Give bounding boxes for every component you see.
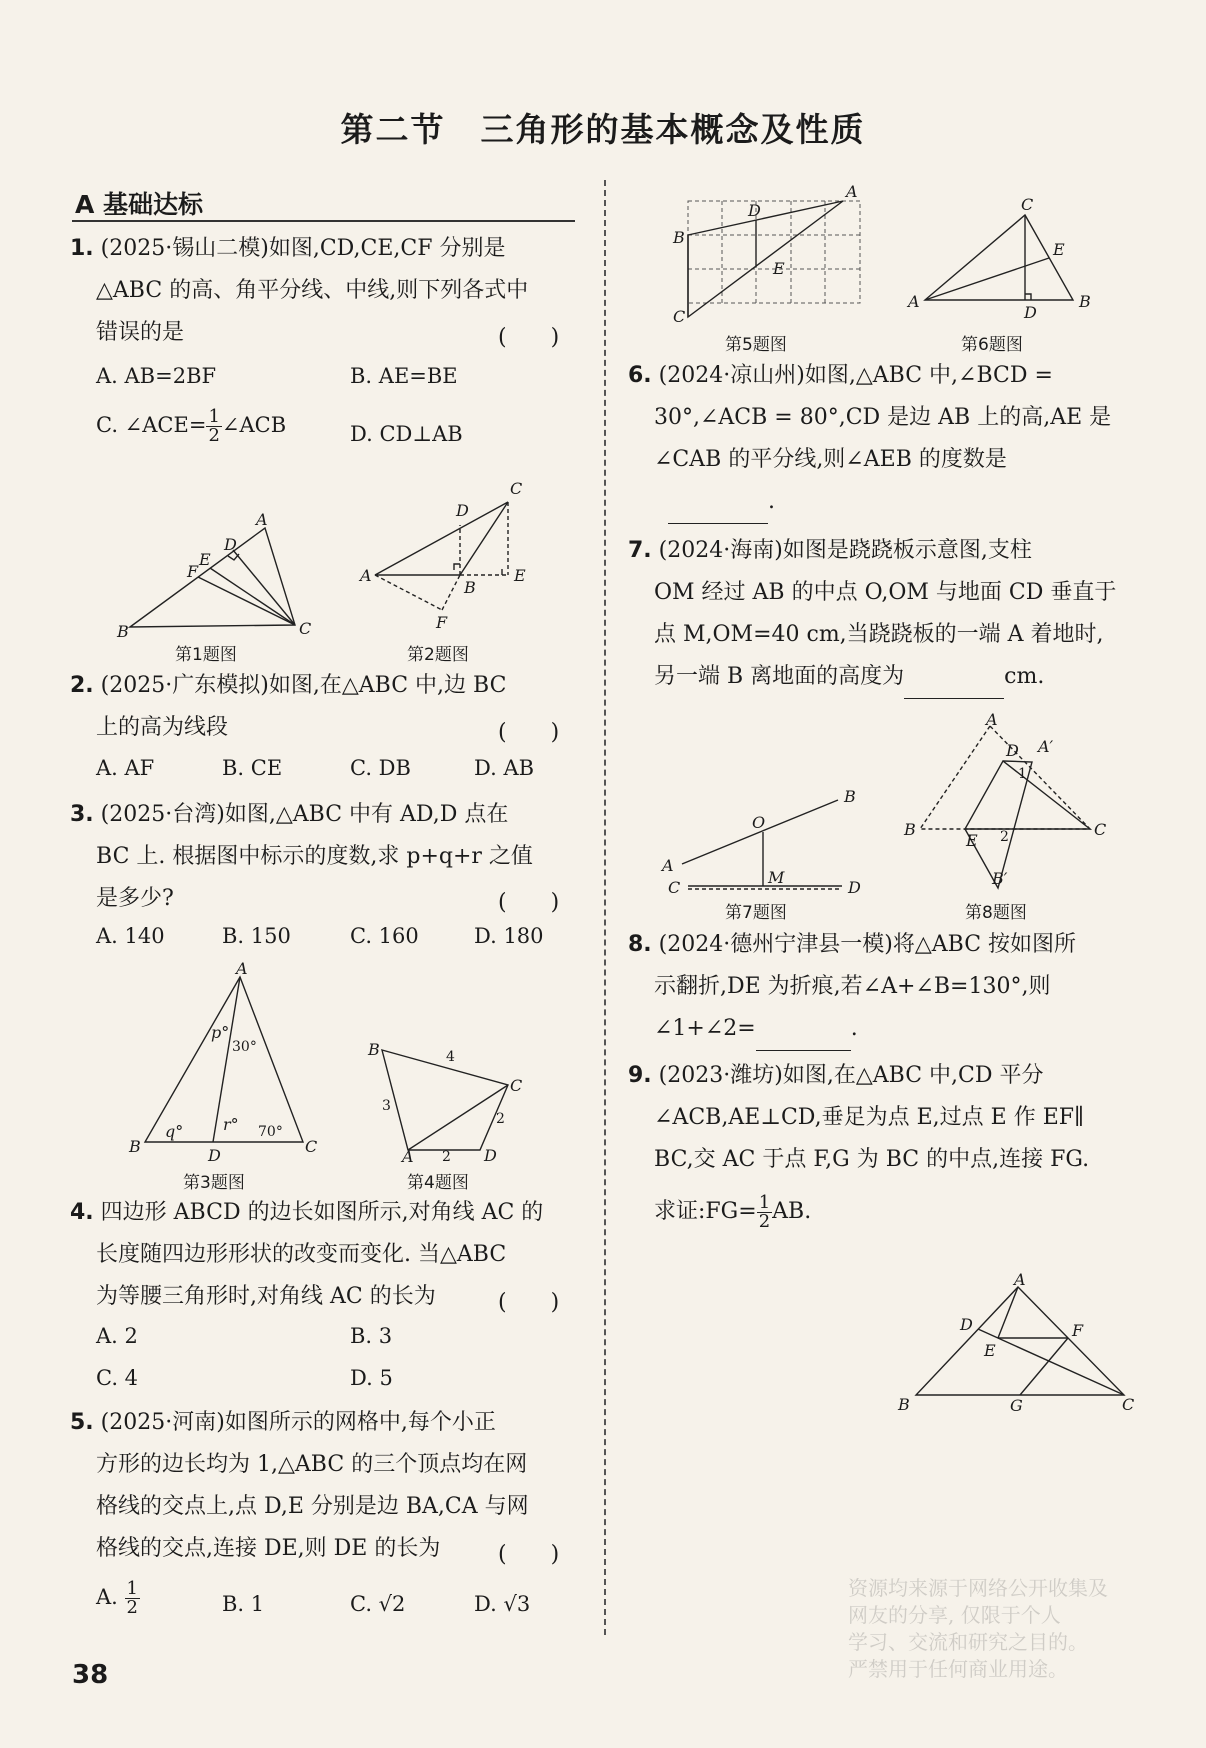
option-d: D. CD⊥AB [350, 422, 463, 446]
label-m: M [768, 868, 785, 887]
question-text: 方形的边长均为 1,△ABC 的三个顶点均在网 [96, 1452, 528, 1477]
figure-1-caption: 第1题图 [175, 645, 237, 665]
question-text: BC,交 AC 于点 F,G 为 BC 的中点,连接 FG. [654, 1147, 1090, 1172]
figure-6-caption: 第6题图 [961, 335, 1023, 355]
length-3: 3 [382, 1098, 391, 1114]
right-angle-mark [1025, 294, 1031, 300]
angle-30: 30° [232, 1039, 257, 1055]
column-divider [604, 180, 606, 1635]
question-text: 上的高为线段 [96, 715, 229, 740]
question-text: 错误的是 [96, 320, 185, 345]
label-a: A [908, 292, 920, 311]
angle-70: 70° [258, 1124, 283, 1140]
question-text: (2025·锡山二模)如图,CD,CE,CF 分别是 [100, 236, 506, 261]
label-b: B [1079, 292, 1091, 311]
question-text: (2025·广东模拟)如图,在△ABC 中,边 BC [100, 673, 507, 698]
label-b: B [898, 1395, 910, 1414]
question-text: 30°,∠ACB = 80°,CD 是边 AB 上的高,AE 是 [654, 405, 1112, 430]
segment-fb [442, 575, 460, 610]
label-b: B [904, 820, 916, 839]
segment-cf [198, 577, 295, 625]
length-2: 2 [496, 1111, 505, 1127]
bisector-cd [978, 1329, 1124, 1395]
watermark: 资源均来源于网络公开收集及 网友的分享, 仅限于个人 学习、交流和研究之目的。 严禁用于任何商业用途。 [848, 1576, 1108, 1681]
question-8: 8. (2024·德州宁津县一模)将△ABC 按如图所 示翻折,DE 为折痕,若∠A+∠B=130°,则 ∠1+∠2= . [628, 924, 1076, 1051]
triangle-abc [916, 1287, 1124, 1395]
figure-3-caption: 第3题图 [183, 1173, 245, 1193]
option-a: A. 140 [96, 924, 165, 948]
label-a-prime: A′ [1038, 737, 1054, 756]
question-2 [70, 665, 506, 749]
seesaw-ab [682, 800, 838, 864]
answer-paren: ( ) [498, 1542, 560, 1567]
question-text: 长度随四边形形状的改变而变化. 当△ABC [96, 1242, 507, 1267]
label-c: C [510, 1076, 523, 1095]
option-d: D. AB [474, 756, 535, 780]
label-f: F [436, 613, 448, 632]
length-2: 2 [442, 1149, 451, 1165]
label-c: C [510, 479, 523, 498]
answer-paren: ( ) [498, 720, 560, 745]
question-text: BC 上. 根据图中标示的度数,求 p+q+r 之值 [96, 844, 533, 869]
answer-paren: ( ) [498, 1290, 560, 1315]
label-a: A [402, 1147, 414, 1166]
length-4: 4 [446, 1049, 455, 1065]
option-c: C. 160 [350, 924, 419, 948]
label-d: D [1006, 741, 1019, 760]
question-number: 7. [628, 538, 652, 563]
option-a: A. AB=2BF [96, 364, 217, 388]
option-c: C. DB [350, 756, 411, 780]
question-text: OM 经过 AB 的中点 O,OM 与地面 CD 垂直于 [654, 580, 1117, 605]
segment-ce [210, 568, 295, 625]
option-d: D. 5 [350, 1366, 393, 1390]
label-b: B [368, 1040, 380, 1059]
option-c: C. ∠ACE= $\frac{1}{2}$ ∠ACB [96, 406, 287, 446]
label-b-prime: B′ [992, 869, 1008, 888]
figure-6 [905, 195, 1105, 322]
label-a: A [1014, 1270, 1026, 1289]
label-b: B [129, 1137, 141, 1156]
label-b: B [117, 622, 129, 641]
label-e: E [984, 1341, 996, 1360]
label-d: D [484, 1146, 497, 1165]
label-c: C [299, 619, 312, 638]
label-d: D [848, 878, 861, 897]
option-b: B. 150 [222, 924, 291, 948]
answer-paren: ( ) [498, 325, 560, 350]
page-number: 38 [72, 1660, 109, 1690]
figure-5 [668, 182, 868, 326]
original-triangle [920, 726, 1090, 829]
question-number: 2. [70, 673, 94, 698]
question-number: 8. [628, 932, 652, 957]
diagonal-ac [408, 1085, 508, 1150]
label-a: A [360, 566, 372, 585]
question-text: (2023·潍坊)如图,在△ABC 中,CD 平分 [658, 1063, 1044, 1088]
label-c: C [668, 878, 681, 897]
option-a: A. 2 [96, 1324, 138, 1348]
right-angle-mark [454, 564, 460, 570]
question-number: 4. [70, 1200, 94, 1225]
label-b: B [673, 228, 685, 247]
triangle-abc [688, 201, 843, 317]
question-3 [70, 794, 533, 920]
option-b: B. 3 [350, 1324, 393, 1348]
label-d: D [1024, 303, 1037, 322]
label-a: A [986, 710, 998, 729]
angle-q: q° [165, 1122, 184, 1141]
angle-1: 1 [1018, 766, 1027, 782]
question-number: 1. [70, 236, 94, 261]
figure-4 [360, 1035, 540, 1165]
question-number: 6. [628, 363, 652, 388]
label-d: D [208, 1146, 221, 1165]
figure-7-caption: 第7题图 [725, 903, 787, 923]
figure-3 [125, 959, 320, 1165]
option-b: B. 1 [222, 1592, 265, 1616]
answer-blank[interactable] [668, 481, 768, 524]
question-text: 格线的交点,连接 DE,则 DE 的长为 [96, 1536, 441, 1561]
question-number: 5. [70, 1410, 94, 1435]
angle-2: 2 [1000, 829, 1009, 845]
question-text: (2025·台湾)如图,△ABC 中有 AD,D 点在 [100, 802, 509, 827]
question-text: 点 M,OM=40 cm,当跷跷板的一端 A 着地时, [654, 622, 1104, 647]
question-1 [70, 228, 528, 354]
question-text: 为等腰三角形时,对角线 AC 的长为 [96, 1284, 436, 1309]
label-b: B [464, 578, 476, 597]
segment-ae [998, 1287, 1018, 1338]
option-d: D. 180 [474, 924, 544, 948]
question-text: (2025·河南)如图所示的网格中,每个小正 [100, 1410, 496, 1435]
folded-part [965, 761, 1090, 829]
question-text: 格线的交点上,点 D,E 分别是边 BA,CA 与网 [96, 1494, 529, 1519]
question-text: (2024·德州宁津县一模)将△ABC 按如图所 [658, 932, 1077, 957]
figure-2-caption: 第2题图 [407, 645, 469, 665]
label-e: E [966, 831, 978, 850]
label-a: A [256, 510, 268, 529]
triangle-abc [925, 215, 1073, 300]
figure-5-caption: 第5题图 [725, 335, 787, 355]
question-number: 9. [628, 1063, 652, 1088]
option-b: B. AE=BE [350, 364, 458, 388]
question-text: ∠ACB,AE⊥CD,垂足为点 E,过点 E 作 EF∥ [654, 1105, 1085, 1130]
quadrilateral-abcd [382, 1050, 508, 1150]
question-text: (2024·凉山州)如图,△ABC 中,∠BCD = [658, 363, 1053, 388]
label-d: D [456, 501, 469, 520]
answer-blank[interactable] [904, 656, 1004, 699]
label-e: E [773, 259, 785, 278]
question-6: 6. (2024·凉山州)如图,△ABC 中,∠BCD = 30°,∠ACB = 80°,CD 是边 AB 上的高,AE 是 ∠CAB 的平分线,则∠AEB 的度数是 . [628, 355, 1111, 524]
option-b: B. CE [222, 756, 283, 780]
segment-af [375, 575, 442, 610]
page-title: 第二节 三角形的基本概念及性质 [340, 110, 866, 149]
option-c: C. 4 [96, 1366, 139, 1390]
figure-8 [904, 710, 1110, 893]
answer-blank[interactable] [756, 1008, 851, 1051]
label-c: C [305, 1137, 318, 1156]
label-d: D [748, 201, 761, 220]
label-e: E [199, 550, 211, 569]
question-text: 示翻折,DE 为折痕,若∠A+∠B=130°,则 [654, 974, 1051, 999]
label-d: D [224, 535, 237, 554]
question-7: 7. (2024·海南)如图是跷跷板示意图,支柱 OM 经过 AB 的中点 O,OM 与地面 CD 垂直于 点 M,OM=40 cm,当跷跷板的一端 A 着地时, 另一端 B 离地面的高度为 cm. [628, 530, 1116, 699]
triangle-abc [375, 502, 508, 575]
question-5 [70, 1402, 529, 1570]
section-divider [72, 220, 575, 222]
option-a: A. AF [96, 756, 155, 780]
label-a: A [662, 856, 674, 875]
question-number: 3. [70, 802, 94, 827]
option-c: C. √2 [350, 1592, 406, 1616]
label-f: F [187, 562, 199, 581]
question-text: △ABC 的高、角平分线、中线,则下列各式中 [96, 278, 529, 303]
figure-8-caption: 第8题图 [965, 903, 1027, 923]
label-c: C [673, 307, 686, 326]
label-f: F [1072, 1321, 1084, 1340]
label-c: C [1021, 195, 1034, 214]
label-o: O [752, 813, 766, 832]
question-text: ∠CAB 的平分线,则∠AEB 的度数是 [654, 447, 1007, 472]
figure-4-caption: 第4题图 [407, 1173, 469, 1193]
angle-p: p° [211, 1023, 230, 1042]
option-a: A. $\frac{1}{2}$ [96, 1578, 138, 1618]
label-b: B [844, 787, 856, 806]
figure-7 [660, 787, 861, 900]
figure-2 [360, 480, 535, 635]
question-text: 是多少? [96, 886, 174, 911]
question-text: 四边形 ABCD 的边长如图所示,对角线 AC 的 [100, 1200, 544, 1225]
option-d: D. √3 [474, 1592, 531, 1616]
label-a: A [236, 959, 248, 978]
label-e: E [1053, 240, 1065, 259]
label-d: D [960, 1315, 973, 1334]
label-e: E [514, 566, 526, 585]
question-4 [70, 1192, 543, 1318]
question-text: (2024·海南)如图是跷跷板示意图,支柱 [658, 538, 1032, 563]
figure-1 [115, 510, 315, 641]
answer-paren: ( ) [498, 890, 560, 915]
figure-9 [898, 1270, 1135, 1420]
question-9: 9. (2023·潍坊)如图,在△ABC 中,CD 平分 ∠ACB,AE⊥CD,垂足为点 E,过点 E 作 EF∥ BC,交 AC 于点 F,G 为 BC 的中点,连接 FG. 求证:FG= $\frac{1}{2}$ AB. [628, 1063, 1090, 1232]
section-title: A 基础达标 [75, 190, 204, 219]
label-a: A [846, 182, 858, 201]
label-c: C [1122, 1395, 1135, 1414]
angle-r: r° [223, 1115, 239, 1134]
segment-cd [233, 550, 295, 625]
label-g: G [1010, 1396, 1023, 1415]
label-c: C [1094, 820, 1107, 839]
right-angle-mark [228, 554, 239, 560]
